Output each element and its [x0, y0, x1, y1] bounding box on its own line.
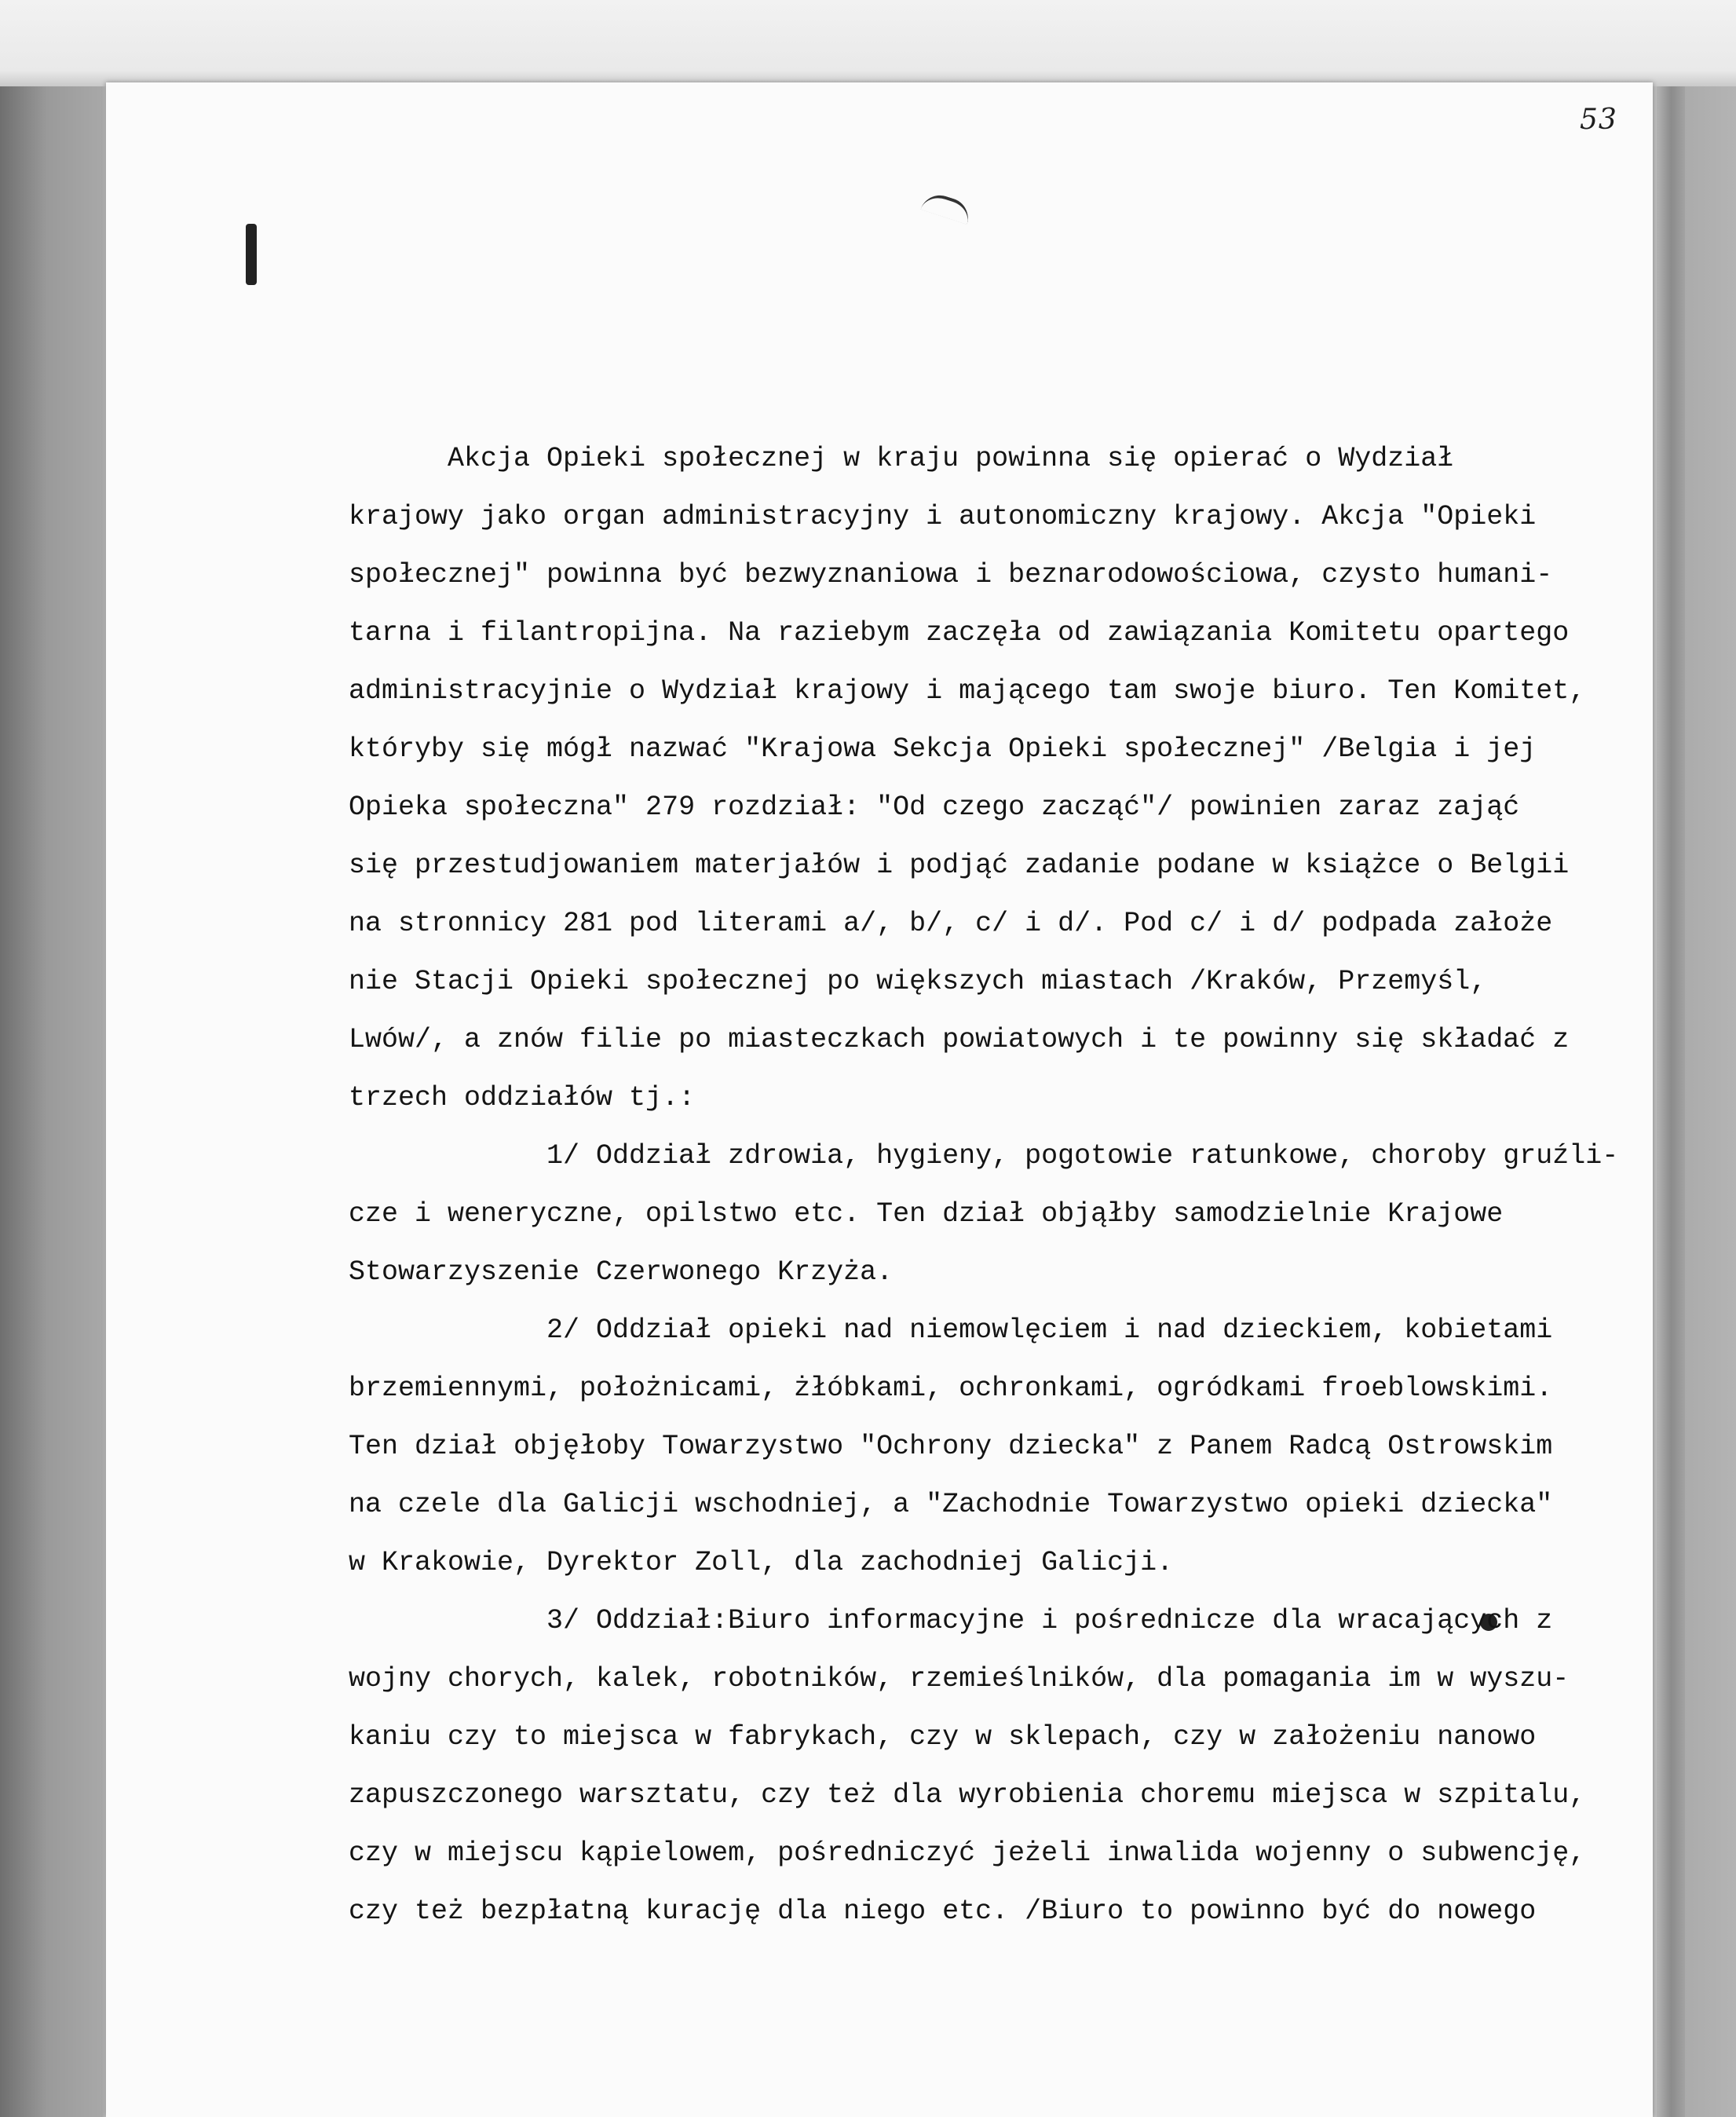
text-line: Stowarzyszenie Czerwonego Krzyża. [349, 1256, 894, 1288]
margin-mark [246, 224, 257, 285]
text-line: 1/ Oddział zdrowia, hygieny, pogotowie ratunkowe, choroby gruźli- [349, 1140, 1619, 1172]
text-line: zapuszczonego warsztatu, czy też dla wyrobienia choremu miejsca w szpitalu, [349, 1779, 1586, 1811]
text-line: 2/ Oddział opieki nad niemowlęciem i nad dzieckiem, kobietami [349, 1314, 1553, 1346]
text-line: czy w miejscu kąpielowem, pośredniczyć jeżeli inwalida wojenny o subwencję, [349, 1837, 1586, 1869]
text-line: brzemiennymi, położnicami, żłóbkami, ochronkami, ogródkami froeblowskimi. [349, 1373, 1553, 1404]
text-line: nie Stacji Opieki społecznej po większych miastach /Kraków, Przemyśl, [349, 966, 1487, 997]
text-line: Opieka społeczna" 279 rozdział: "Od czego zacząć"/ powinien zaraz zająć [349, 792, 1520, 823]
text-line: się przestudjowaniem materjałów i podjąć zadanie podane w książce o Belgii [349, 850, 1570, 881]
text-line: Lwów/, a znów filie po miasteczkach powiatowych i te powinny się składać z [349, 1024, 1570, 1055]
text-line: na czele dla Galicji wschodniej, a "Zachodnie Towarzystwo opieki dziecka" [349, 1489, 1553, 1520]
text-line: społecznej" powinna być bezwyznaniowa i beznarodowościowa, czysto humani- [349, 559, 1553, 590]
text-line: czy też bezpłatną kurację dla niego etc. /Biuro to powinno być do nowego [349, 1896, 1537, 1927]
text-line: 3/ Oddział:Biuro informacyjne i pośrednicze dla wracających z [349, 1605, 1553, 1636]
text-line: kaniu czy to miejsca w fabrykach, czy w sklepach, czy w założeniu nanowo [349, 1721, 1537, 1753]
text-line: administracyjnie o Wydział krajowy i mającego tam swoje biuro. Ten Komitet, [349, 675, 1586, 707]
text-line: tarna i filantropijna. Na raziebym zaczęła od zawiązania Komitetu opartego [349, 617, 1570, 649]
text-line: Ten dział objęłoby Towarzystwo "Ochrony dziecka" z Panem Radcą Ostrowskim [349, 1431, 1553, 1462]
text-line: trzech oddziałów tj.: [349, 1082, 696, 1113]
text-line: któryby się mógł nazwać "Krajowa Sekcja Opieki społecznej" /Belgia i jej [349, 733, 1537, 765]
scan-top-edge [0, 0, 1736, 86]
text-line: Akcja Opieki społecznej w kraju powinna się opierać o Wydział [349, 443, 1454, 474]
text-line: w Krakowie, Dyrektor Zoll, dla zachodniej Galicji. [349, 1547, 1174, 1578]
document-page [106, 82, 1653, 2117]
text-line: krajowy jako organ administracyjny i autonomiczny krajowy. Akcja "Opieki [349, 501, 1537, 532]
text-line: na stronnicy 281 pod literami a/, b/, c/ i d/. Pod c/ i d/ podpada założe [349, 908, 1553, 939]
text-line: cze i weneryczne, opilstwo etc. Ten dział objąłby samodzielnie Krajowe [349, 1198, 1504, 1230]
scan-right-edge [1649, 86, 1736, 2117]
page-number: 53 [1580, 104, 1617, 136]
pencil-mark [921, 190, 974, 225]
text-line: wojny chorych, kalek, robotników, rzemieślników, dla pomagania im w wyszu- [349, 1663, 1570, 1695]
